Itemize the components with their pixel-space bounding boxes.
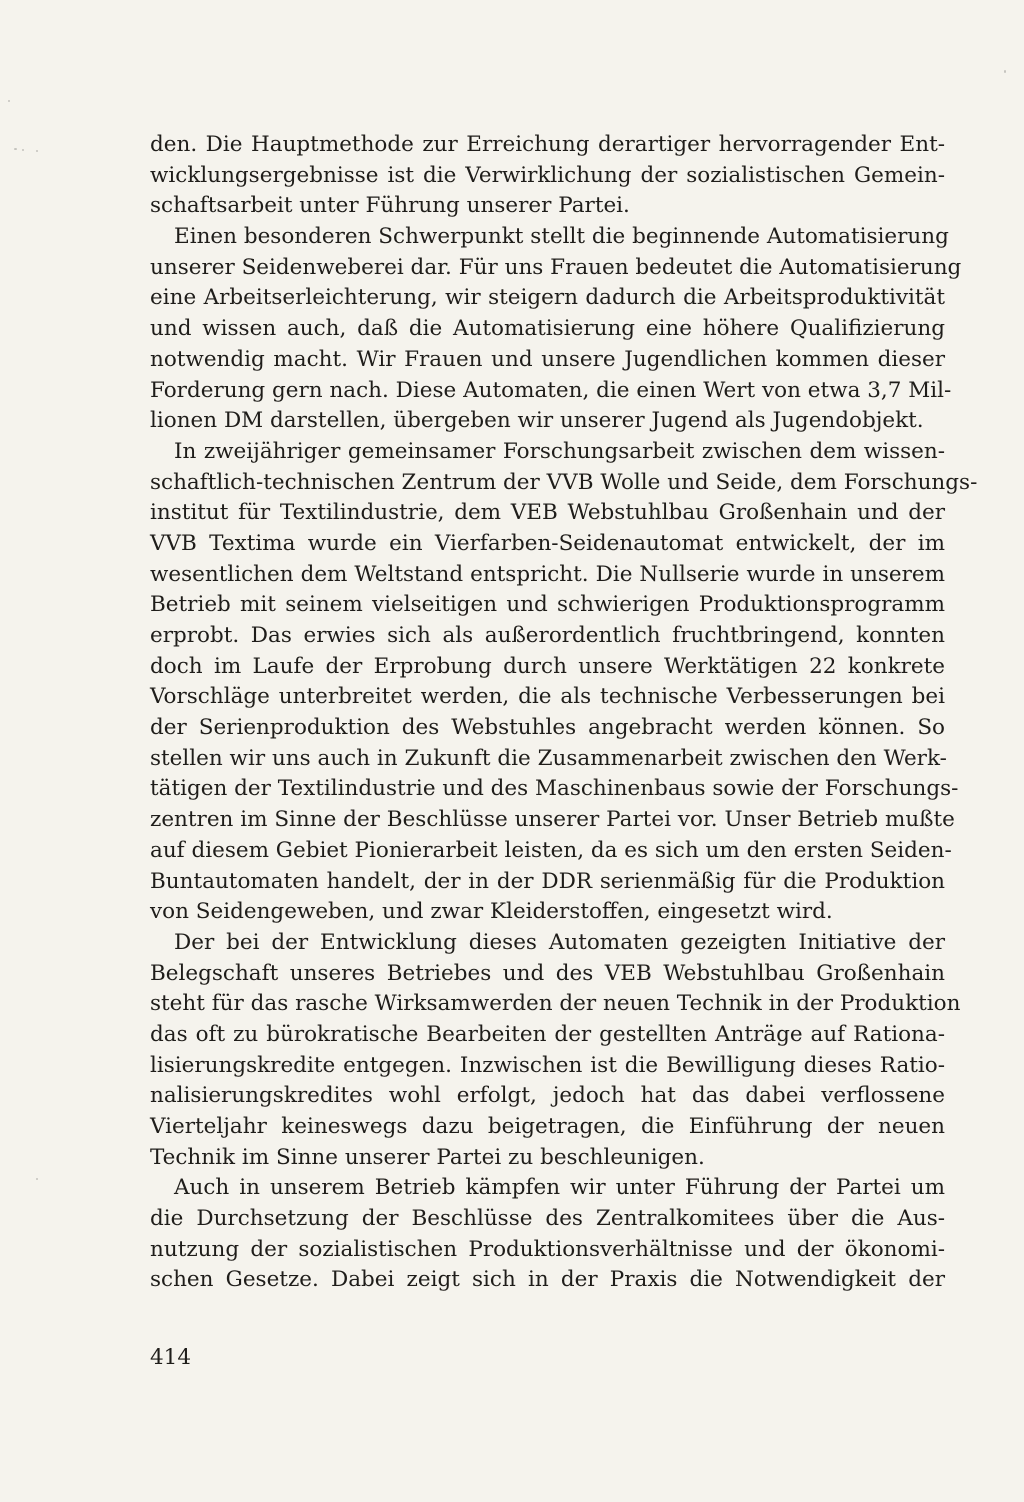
text-line: Der bei der Entwicklung dieses Automaten gezeigten Initiative der (174, 929, 945, 955)
text-line: lisierungskredite entgegen. Inzwischen ist die Bewilligung dieses Ratio- (150, 1052, 945, 1078)
text-line: den. Die Hauptmethode zur Erreichung derartiger hervorragender Ent- (150, 132, 945, 157)
text-line: VVB Textima wurde ein Vierfarben-Seidenautomat entwickelt, der im (150, 530, 945, 556)
text-line: Forderung gern nach. Diese Automaten, die einen Wert von etwa 3,7 Mil- (150, 377, 952, 403)
text-line: Vorschläge unterbreitet werden, die als technische Verbesserungen bei (150, 684, 945, 710)
text-line: Buntautomaten handelt, der in der DDR serienmäßig für die Produktion (150, 868, 945, 894)
text-line: Technik im Sinne unserer Partei zu beschleunigen. (150, 1144, 705, 1170)
text-line: auf diesem Gebiet Pionierarbeit leisten, da es sich um den ersten Seiden- (150, 837, 952, 863)
paper-speck (8, 100, 10, 102)
text-line: schen Gesetze. Dabei zeigt sich in der Praxis die Notwendigkeit der (150, 1267, 945, 1293)
paper-speck (22, 149, 24, 151)
text-line: Auch in unserem Betrieb kämpfen wir unter Führung der Partei um (174, 1175, 945, 1201)
text-line: notwendig macht. Wir Frauen und unsere Jugendlichen kommen dieser (150, 346, 945, 372)
text-line: von Seidengeweben, und zwar Kleiderstoffen, eingesetzt wird. (150, 899, 833, 925)
text-line: und wissen auch, daß die Automatisierung eine höhere Qualifizierung (150, 316, 945, 342)
page-number: 414 (150, 1345, 192, 1370)
text-line: stellen wir uns auch in Zukunft die Zusammenarbeit zwischen den Werk- (150, 745, 947, 771)
text-line: Betrieb mit seinem vielseitigen und schwierigen Produktionsprogramm (150, 592, 945, 618)
paper-speck (36, 1178, 38, 1180)
text-line: schaftlich-technischen Zentrum der VVB Wolle und Seide, dem Forschungs- (150, 469, 978, 495)
text-line: steht für das rasche Wirksamwerden der neuen Technik in der Produktion (150, 991, 961, 1017)
text-line: Belegschaft unseres Betriebes und des VEB Webstuhlbau Großenhain (150, 960, 945, 986)
body-text (150, 130, 978, 1296)
text-line: wicklungsergebnisse ist die Verwirklichung der sozialistischen Gemein- (150, 162, 945, 188)
text-line: doch im Laufe der Erprobung durch unsere Werktätigen 22 konkrete (150, 653, 945, 679)
text-line: zentren im Sinne der Beschlüsse unserer Partei vor. Unser Betrieb mußte (150, 807, 955, 833)
text-line: eine Arbeitserleichterung, wir steigern dadurch die Arbeitsproduktivität (150, 285, 945, 311)
text-line: erprobt. Das erwies sich als außerordentlich fruchtbringend, konnten (150, 623, 945, 648)
text-line: das oft zu bürokratische Bearbeiten der gestellten Anträge auf Rationa- (150, 1021, 945, 1047)
text-line: schaftsarbeit unter Führung unserer Partei. (150, 193, 630, 219)
paper-speck (1004, 70, 1006, 73)
text-line: die Durchsetzung der Beschlüsse des Zentralkomitees über die Aus- (150, 1206, 945, 1232)
paper-speck (14, 148, 17, 150)
text-line: institut für Textilindustrie, dem VEB Webstuhlbau Großenhain und der (150, 500, 945, 526)
text-line: nalisierungskredites wohl erfolgt, jedoch hat das dabei verflossene (150, 1083, 945, 1109)
text-line: Einen besonderen Schwerpunkt stellt die beginnende Automatisierung (174, 224, 949, 250)
text-line: Vierteljahr keineswegs dazu beigetragen, die Einführung der neuen (150, 1114, 945, 1139)
text-line: In zweijähriger gemeinsamer Forschungsarbeit zwischen dem wissen- (174, 438, 945, 464)
text-line: nutzung der sozialistischen Produktionsverhältnisse und der ökonomi- (150, 1236, 945, 1262)
text-line: wesentlichen dem Weltstand entspricht. Die Nullserie wurde in unserem (150, 561, 945, 587)
text-line: lionen DM darstellen, übergeben wir unserer Jugend als Jugendobjekt. (150, 408, 924, 434)
paper-speck (36, 150, 38, 152)
text-line: der Serienproduktion des Webstuhles angebracht werden können. So (150, 715, 945, 741)
text-line: unserer Seidenweberei dar. Für uns Frauen bedeutet die Automatisierung (150, 254, 962, 280)
text-line: tätigen der Textilindustrie und des Maschinenbaus sowie der Forschungs- (150, 776, 959, 802)
